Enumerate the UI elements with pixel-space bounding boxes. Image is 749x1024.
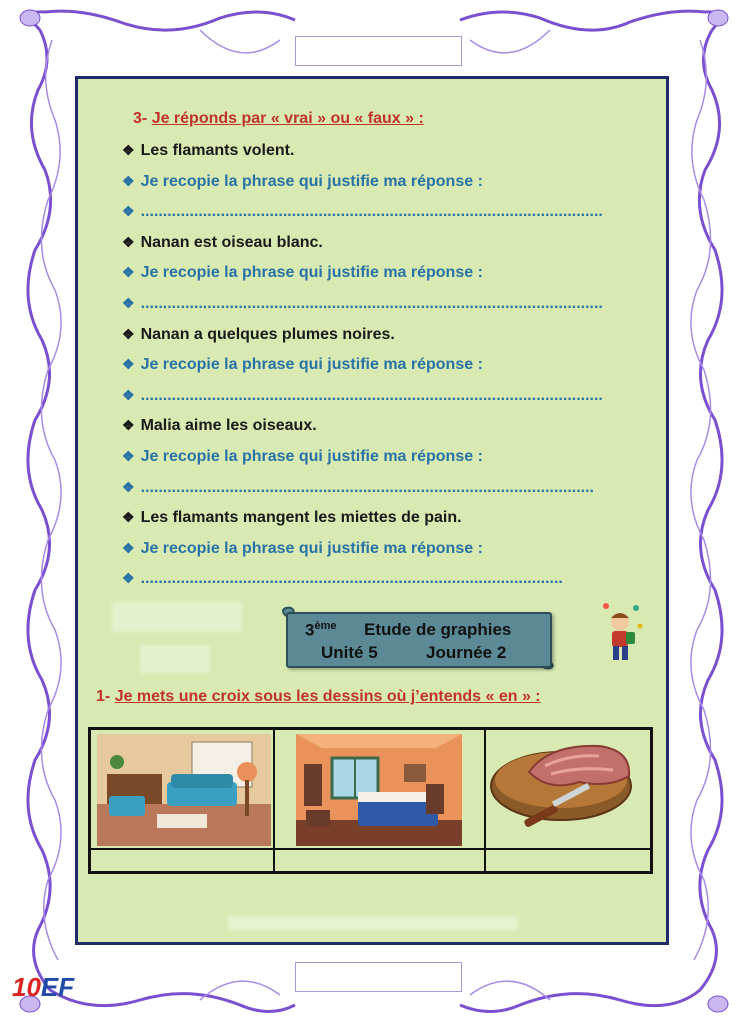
diamond-bullet-icon: ❖ [122,264,135,281]
diamond-bullet-icon: ❖ [122,448,135,464]
answer-line-text: ........................................................................................................ [140,295,603,312]
diamond-bullet-icon: ❖ [122,478,135,495]
diamond-bullet-icon: ❖ [122,539,135,556]
section-1-title: Je mets une croix sous les dessins où j’entends « en » : [114,688,541,705]
answer-line[interactable] [122,295,603,313]
section-3-title: Je réponds par « vrai » ou « faux » : [151,110,424,127]
grade-superscript: ème [314,620,337,632]
instruction-line-text: Je recopie la phrase qui justifie ma réponse : [140,448,483,465]
diamond-bullet-icon: ❖ [122,203,135,220]
answer-line[interactable] [122,387,603,405]
answer-line-text: ........................................................................................................ [140,203,603,221]
diamond-bullet-icon: ❖ [122,509,135,526]
site-logo [12,972,74,1003]
answer-line[interactable] [122,203,603,221]
instruction-line [122,356,483,374]
answer-line-text: ...................................................................................................... [140,478,594,496]
logo-prefix: 10 [12,972,41,1002]
statement-line [122,509,462,527]
diamond-bullet-icon: ❖ [122,142,135,158]
bottom-cartouche [295,962,462,992]
lesson-banner [280,606,556,670]
diamond-bullet-icon: ❖ [122,233,135,250]
answer-line-text: ............................................................................................... [140,570,563,588]
answer-line-text: ........................................................................................................ [140,386,603,404]
grade-number: 3 [305,620,315,640]
banner-unit: Unité 5 [321,643,378,662]
instruction-line [122,540,483,558]
statement-line-text: Nanan a quelques plumes noires. [140,325,395,343]
diamond-bullet-icon: ❖ [122,356,135,373]
banner-day: Journée 2 [426,643,507,662]
answer-line[interactable] [122,479,594,497]
instruction-line-text: Je recopie la phrase qui justifie ma réponse : [140,356,483,374]
instruction-line [122,264,483,282]
instruction-line-text: Je recopie la phrase qui justifie ma réponse : [140,539,483,557]
section-3-heading [133,110,424,128]
statement-line [122,142,294,160]
diamond-bullet-icon: ❖ [122,295,135,311]
meat-picture [489,732,649,844]
table-divider [91,848,650,850]
instruction-line [122,173,483,191]
statement-line-text: Les flamants volent. [140,142,295,159]
logo-main: EF [40,972,75,1002]
picture-table [88,727,653,874]
section-1-heading [96,688,541,706]
diamond-bullet-icon: ❖ [122,570,135,587]
banner-grade [305,620,337,641]
diamond-bullet-icon: ❖ [122,325,135,342]
diamond-bullet-icon: ❖ [122,172,135,189]
statement-line-text: Nanan est oiseau blanc. [140,233,323,251]
banner-subject: Etude de graphies [364,620,512,639]
faded-footer-watermark [228,916,518,930]
statement-line-text: Les flamants mangent les miettes de pain. [140,509,462,527]
section-3-number: 3- [133,110,148,127]
statement-line [122,234,323,252]
living-room-picture [97,734,271,846]
answer-line[interactable] [122,570,563,588]
statement-line-text: Malia aime les oiseaux. [140,417,317,435]
statement-line [122,417,317,435]
instruction-line [122,448,483,466]
bedroom-picture [296,734,462,846]
instruction-line-text: Je recopie la phrase qui justifie ma réponse : [140,264,483,282]
faded-watermark-2 [140,645,210,673]
faded-watermark-1 [112,602,242,632]
top-cartouche [295,36,462,66]
statement-line [122,326,395,344]
diamond-bullet-icon: ❖ [122,417,135,434]
instruction-line-text: Je recopie la phrase qui justifie ma réponse : [140,172,483,190]
diamond-bullet-icon: ❖ [122,386,135,403]
section-1-number: 1- [96,688,111,705]
schoolboy-illustration [596,600,646,666]
